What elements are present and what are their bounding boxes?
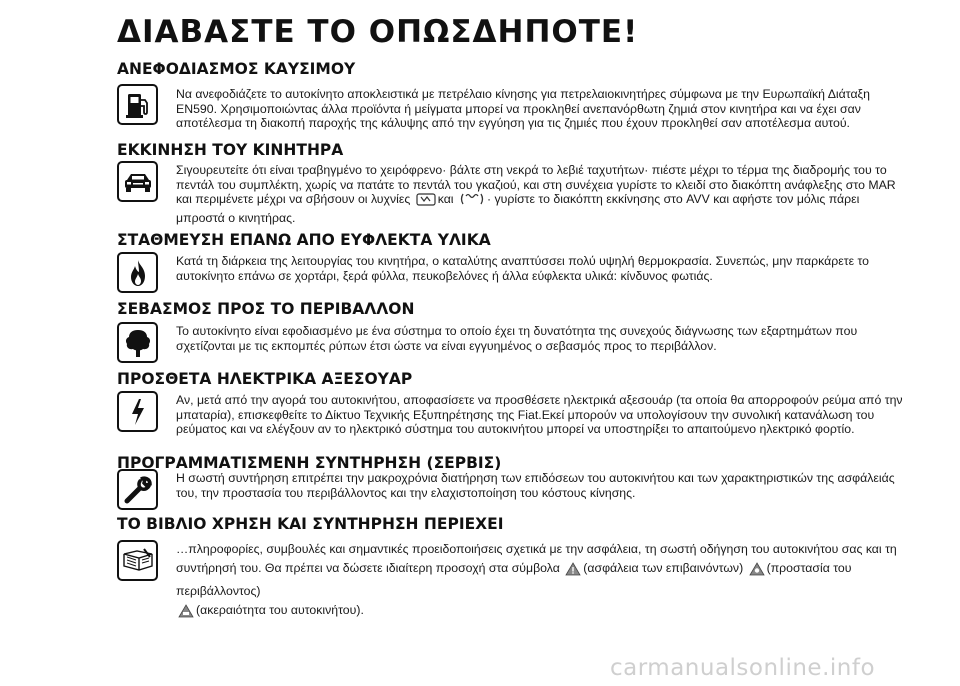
warning-triangle-icon — [565, 562, 581, 582]
vehicle-triangle-icon — [178, 604, 194, 624]
section-text-fuel: Να ανεφοδιάζετε το αυτοκίνητο αποκλειστικά με πετρέλαιο κίνησης για πετρελαιοκινητήρες σύμφωνα με την Ευρωπαϊκή Διάταξη EN590. Χρησιμοποιώντας άλλα προϊόντα ή μείγματα μπορεί να προκληθεί ανεπανόρθωτη ζημιά στον κινητήρα και να έχει σαν αποτέλεσμα τη διακοπή παροχής της κάλυψης από την εγγύηση για τις ζημιές που έχουν προκληθεί σαν αποτέλεσμα αυτού. — [176, 87, 870, 131]
book-text-part1: …πληροφορίες, συμβουλές και σημαντικές προειδοποιήσεις σχετικά με την ασφάλεια, τη σωστή οδήγηση του αυτοκινήτου σας και τη συντήρησή του. Θα πρέπει να δώσετε ιδιαίτερη προσοχή στα σύμβολα — [176, 542, 897, 575]
engine-start-text-part1: Σιγουρευτείτε ότι είναι τραβηγμένο το χειρόφρενο· βάλτε στη νεκρά το λεβιέ ταχυτήτων· πιέστε μέχρι το τέρμα της διαδρομής του το πεντάλ του συμπλέκτη, χωρίς να πατάτε το πεντάλ του γκαζιού, και στη συνέχεια γυρίστε το κλειδί στο διακόπτη ανάφλεξης στο MAR και περιμένετε μέχρι να σβήσουν οι λυχνίες — [176, 163, 896, 207]
watermark: carmanualsonline.info — [610, 655, 876, 681]
car-icon — [117, 161, 158, 202]
book-text-part3: (προστασία του περιβάλλοντος) — [176, 561, 852, 598]
book-icon — [117, 540, 158, 581]
section-heading-fuel: ΑΝΕΦΟΔΙΑΣΜΟΣ ΚΑΥΣΙΜΟΥ — [117, 60, 356, 78]
page-title: ΔΙΑΒΑΣΤΕ ΤΟ ΟΠΩΣΔΗΠΟΤΕ! — [117, 14, 639, 50]
environment-triangle-icon — [749, 562, 765, 582]
section-heading-electric: ΠΡΟΣΘΕΤΑ ΗΛΕΚΤΡΙΚΑ ΑΞΕΣΟΥΑΡ — [117, 370, 413, 388]
book-text-part2: (ασφάλεια των επιβαινόντων) — [583, 561, 744, 575]
fuel-pump-icon — [117, 84, 158, 125]
book-text-part4: (ακεραιότητα του αυτοκινήτου). — [196, 603, 364, 617]
fire-icon — [117, 252, 158, 293]
section-heading-engine-start: ΕΚΚΙΝΗΣΗ ΤΟΥ ΚΙΝΗΤΗΡΑ — [117, 141, 344, 159]
engine-start-text-part2: · γυρίστε το διακόπτη εκκίνησης στο AVV και αφήστε τον μόλις πάρει μπροστά ο κινητήρας. — [176, 192, 860, 225]
section-text-book — [176, 540, 911, 624]
section-heading-book: ΤΟ ΒΙΒΛΙΟ ΧΡΗΣΗ ΚΑΙ ΣΥΝΤΗΡΗΣΗ ΠΕΡΙΕΧΕΙ — [117, 515, 504, 533]
section-heading-environment: ΣΕΒΑΣΜΟΣ ΠΡΟΣ ΤΟ ΠΕΡΙΒΑΛΛΟΝ — [117, 300, 415, 318]
section-text-parking: Κατά τη διάρκεια της λειτουργίας του κινητήρα, ο καταλύτης αναπτύσσει πολύ υψηλή θερμοκρασία. Συνεπώς, μην παρκάρετε το αυτοκίνητο επάνω σε χορτάρι, ξερά φύλλα, πευκοβελόνες ή άλλα εύφλεκτα υλικά: κίνδυνος φωτιάς. — [176, 254, 870, 283]
tree-icon — [117, 322, 158, 363]
section-text-service: Η σωστή συντήρηση επιτρέπει την μακροχρόνια διατήρηση των επιδόσεων του αυτοκινήτου και των χαρακτηριστικών της ασφάλειάς του, την προστασία του περιβάλλοντος και την ελαχιστοποίηση του κόστους κίνησης. — [176, 471, 895, 500]
glow-plug-coil-icon — [459, 192, 485, 211]
engine-start-text-and: και — [437, 192, 454, 207]
wrench-icon — [117, 469, 158, 510]
section-text-environment: Το αυτοκίνητο είναι εφοδιασμένο με ένα σύστημα το οποίο έχει τη δυνατότητα της συνεχούς διάγνωσης των εξαρτημάτων που σχετίζονται με τις εκπομπές ρύπων έτσι ώστε να είναι εγγυημένος ο σεβασμός προς το περιβάλλον. — [176, 324, 858, 353]
section-heading-service: ΠΡΟΓΡΑΜΜΑΤΙΣΜΕΝΗ ΣΥΝΤΗΡΗΣΗ (ΣΕΡΒΙΣ) — [117, 454, 502, 472]
section-text-electric: Αν, μετά από την αγορά του αυτοκινήτου, αποφασίσετε να προσθέσετε ηλεκτρικά αξεσουάρ (τα οποία θα απορροφούν ρεύμα από την μπαταρία), επισκεφθείτε το Δίκτυο Τεχνικής Εξυπηρέτησης της Fiat.Εκεί μπορούν να υπολογίσουν την συνολική κατανάλωση του ρεύματος και να ελέγξουν αν το ηλεκτρικό σύστημα του αυτοκινήτου μπορεί να υποστηρίξει το απαιτούμενο ηλεκτρικό φορτίο. — [176, 393, 903, 437]
lightning-icon — [117, 391, 158, 432]
glow-plug-warning-icon — [416, 192, 436, 211]
section-text-engine-start — [176, 163, 911, 225]
section-heading-parking: ΣΤΑΘΜΕΥΣΗ ΕΠΑΝΩ ΑΠΟ ΕΥΦΛΕΚΤΑ ΥΛΙΚΑ — [117, 231, 491, 249]
